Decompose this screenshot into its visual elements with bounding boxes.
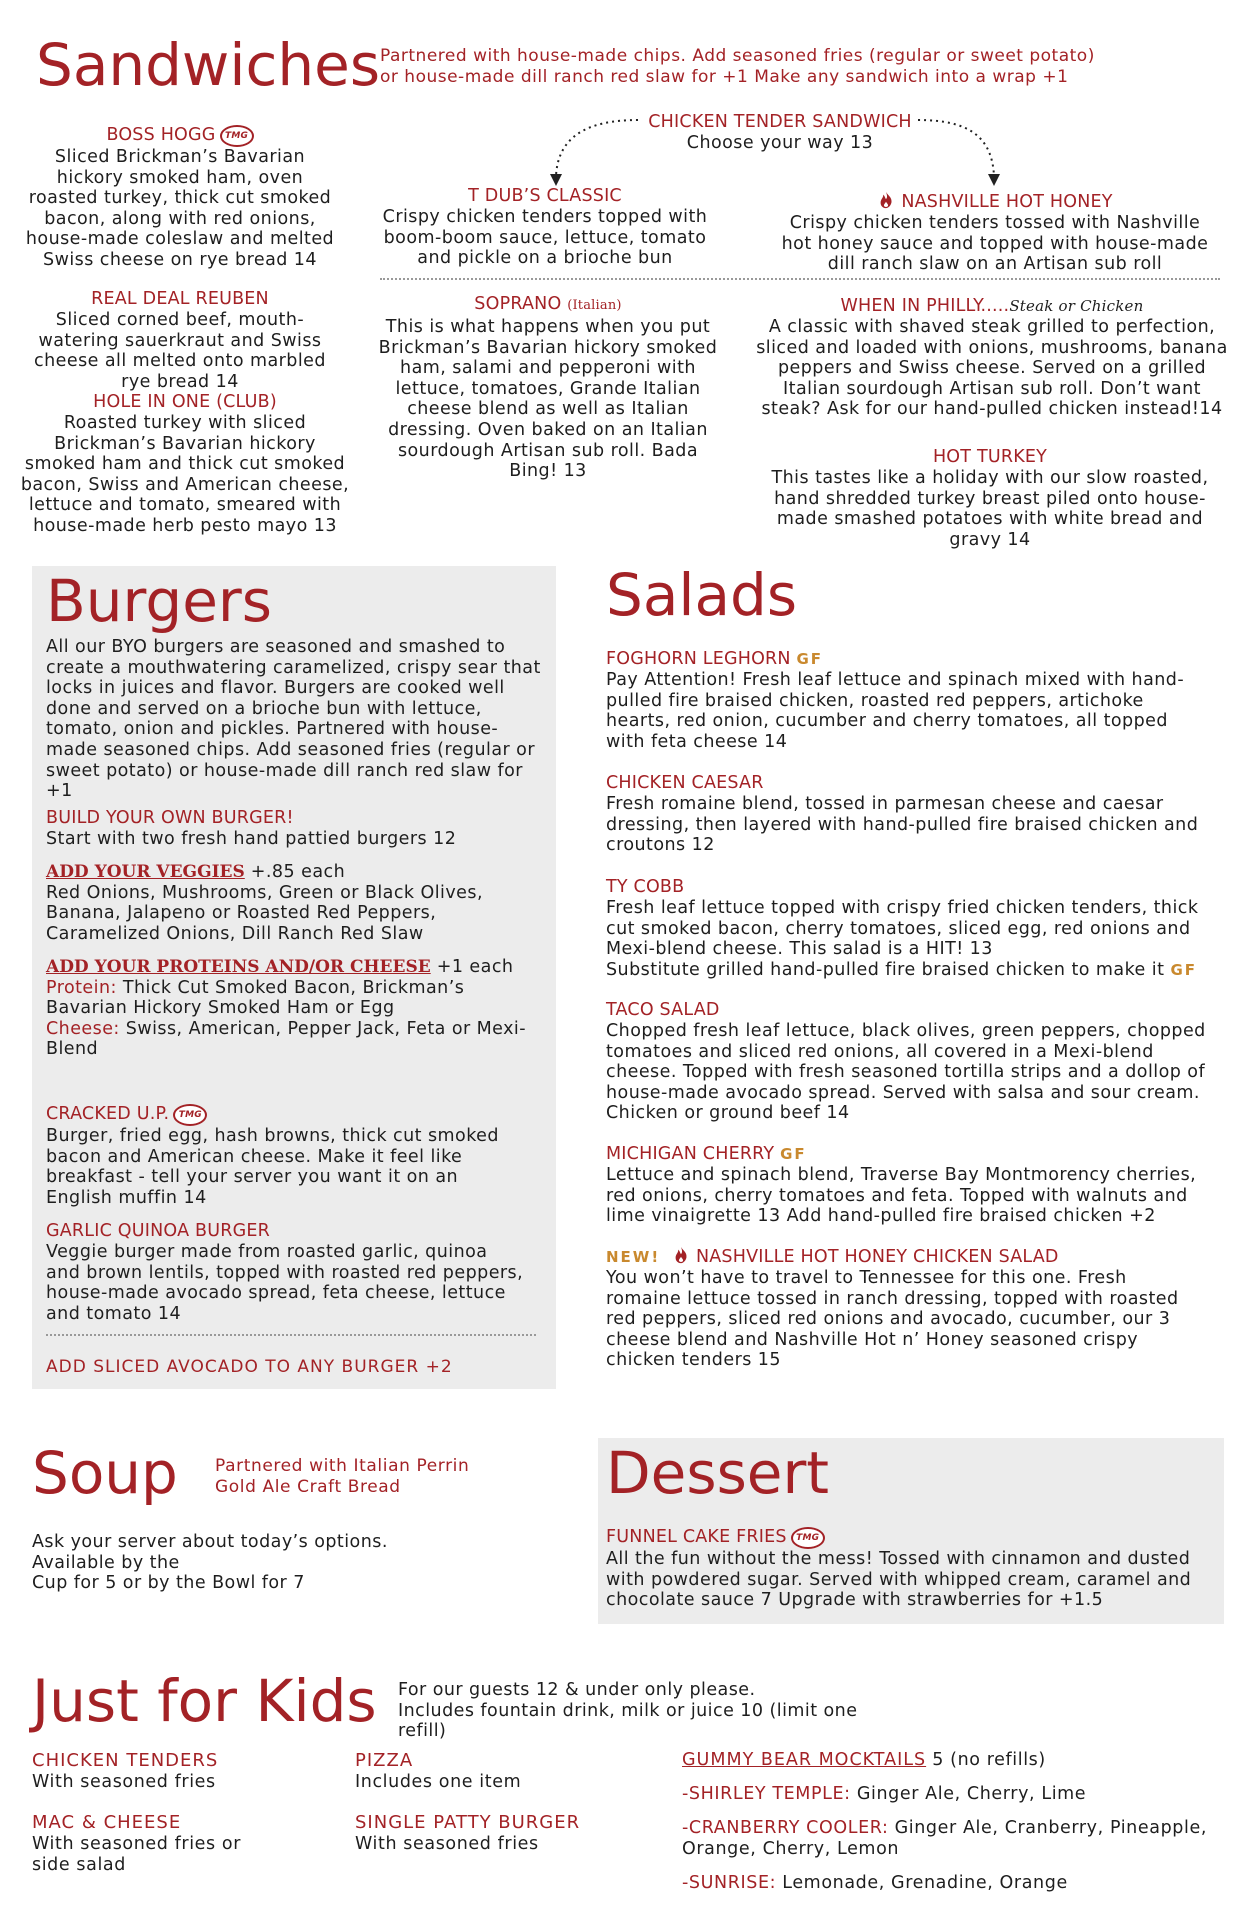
soup-line2: Available by the [32, 1552, 180, 1573]
item-subtitle: Choose your way 13 [686, 133, 874, 153]
divider [46, 1334, 536, 1336]
sandwiches-note-line2: or house-made dill ranch red slaw for +1 Make any sandwich into a wrap +1 [380, 67, 1069, 87]
menu-item-veggies [46, 862, 546, 944]
item-description: With seasoned fries [32, 1772, 216, 1792]
item-title: TY COBB [606, 877, 685, 897]
menu-item-hot-turkey [760, 446, 1220, 550]
protein-label: Protein: [46, 977, 117, 998]
item-description: Chopped fresh leaf lettuce, black olives, green peppers, chopped tomatoes and sliced red onions, all covered in a Mexi-blend cheese. Topped with fresh seasoned tortilla strips and a dollop of house-made avocado spread. Served with salsa and sour cream. Chicken or ground beef 14 [606, 1021, 1206, 1124]
menu-item-cherry [606, 1143, 1206, 1227]
gf-badge: GF [780, 1145, 807, 1163]
mocktail-sunrise [682, 1873, 1222, 1894]
item-title-text: NASHVILLE HOT HONEY CHICKEN SALAD [695, 1247, 1059, 1267]
item-title: SOPRANO [474, 294, 562, 314]
item-description: Start with two fresh hand pattied burgers 12 [46, 829, 457, 849]
item-title: CHICKEN CAESAR [606, 773, 764, 793]
item-note: Substitute grilled hand-pulled fire braised chicken to make it [606, 959, 1171, 980]
mocktail-name: -CRANBERRY COOLER: [682, 1818, 889, 1838]
kids-title: Just for Kids [32, 1667, 377, 1735]
soup-description [32, 1532, 432, 1594]
item-title-text: NASHVILLE HOT HONEY [901, 192, 1113, 212]
avocado-addon: ADD SLICED AVOCADO TO ANY BURGER +2 [46, 1357, 453, 1377]
item-description: Sliced corned beef, mouth-watering sauerkraut and Swiss cheese all melted onto marbled rye bread 14 [34, 310, 326, 392]
item-description: Red Onions, Mushrooms, Green or Black Olives, Banana, Jalapeno or Roasted Red Peppers, Caramelized Onions, Dill Ranch Red Slaw [46, 882, 483, 944]
mocktail-ingredients: Ginger Ale, Cherry, Lime [850, 1784, 1087, 1804]
item-title: TACO SALAD [606, 1000, 720, 1020]
soup-note-line2: Gold Ale Craft Bread [215, 1477, 401, 1497]
protein-description: Thick Cut Smoked Bacon, Brickman’s Bavarian Hickory Smoked Ham or Egg [46, 977, 465, 1019]
burgers-title: Burgers [46, 567, 272, 635]
item-title: REAL DEAL REUBEN [91, 289, 269, 309]
kids-item-patty [355, 1812, 615, 1855]
item-title: MAC & CHEESE [32, 1812, 182, 1833]
item-description: Crispy chicken tenders topped with boom-boom sauce, lettuce, tomato and pickle on a brioche bun [382, 207, 708, 269]
menu-item-proteins [46, 957, 546, 1060]
menu-item-tycobb [606, 876, 1206, 980]
item-description: A classic with shaved steak grilled to perfection, sliced and loaded with onions, mushrooms, banana peppers and Swiss cheese. Served on a grilled Italian sourdough Artisan sub roll. Don’t want steak? Ask for our hand-pulled chicken instead!14 [756, 317, 1228, 420]
item-description: This tastes like a holiday with our slow roasted, hand shredded turkey breast piled onto house-made smashed potatoes with white bread and gravy 14 [771, 468, 1209, 550]
item-title: PIZZA [355, 1750, 414, 1771]
menu-item-byo [46, 807, 546, 850]
cheese-label: Cheese: [46, 1018, 120, 1039]
menu-item-club [20, 391, 350, 537]
menu-item-caesar [606, 772, 1206, 856]
soup-note-line1: Partnered with Italian Perrin [215, 1456, 470, 1476]
menu-item-reuben [20, 288, 340, 392]
menu-item-funnel-cake [606, 1526, 1206, 1611]
mocktail-ingredients: Lemonade, Grenadine, Orange [776, 1873, 1068, 1893]
item-description: All the fun without the mess! Tossed with cinnamon and dusted with powdered sugar. Served with whipped cream, caramel and chocolate sauce 7 Upgrade with strawberries for +1.5 [606, 1549, 1192, 1611]
kids-item-tenders [32, 1750, 292, 1793]
item-description: Crispy chicken tenders tossed with Nashville hot honey sauce and topped with house-made dill ranch slaw on an Artisan sub roll [781, 213, 1209, 275]
item-description: This is what happens when you put Brickman’s Bavarian hickory smoked ham, salami and pepperoni with lettuce, tomatoes, Grande Italian cheese blend as well as Italian dressing. Oven baked on an Italian sourdough Artisan sub roll. Bada Bing! 13 [378, 317, 718, 482]
item-title: BUILD YOUR OWN BURGER! [46, 808, 294, 828]
soup-line3: Cup for 5 or by the Bowl for 7 [32, 1573, 305, 1594]
item-title: BOSS HOGG [106, 125, 216, 145]
mocktail-ingredients: Ginger Ale, Cranberry, Pineapple, Orange, Cherry, Lemon [682, 1818, 1207, 1859]
item-price: +1 each [430, 957, 514, 977]
item-title: GARLIC QUINOA BURGER [46, 1221, 270, 1241]
kids-note-line1: For our guests 12 & under only please. [398, 1680, 756, 1700]
mocktail-name: -SHIRLEY TEMPLE: [682, 1784, 851, 1804]
menu-item-tdubs [380, 185, 710, 269]
menu-item-boss-hogg [20, 124, 340, 271]
kids-item-pizza [355, 1750, 615, 1793]
sandwiches-note-line1: Partnered with house-made chips. Add seasoned fries (regular or sweet potato) [380, 46, 1095, 66]
flame-icon [672, 1246, 690, 1264]
tmg-badge-icon: TMG [173, 1104, 207, 1126]
soup-note [215, 1456, 469, 1498]
menu-item-nashville-salad [606, 1246, 1206, 1371]
item-title: HOLE IN ONE (CLUB) [93, 392, 277, 412]
item-description: Burger, fried egg, hash browns, thick cut smoked bacon and American cheese. Make it feel like breakfast - tell your server you want it on an English muffin 14 [46, 1126, 499, 1208]
menu-item-quinoa [46, 1220, 526, 1324]
item-description: Veggie burger made from roasted garlic, quinoa and brown lentils, topped with roasted red peppers, house-made avocado spread, feta cheese, lettuce and tomato 14 [46, 1242, 524, 1324]
item-description: With seasoned fries or side salad [32, 1834, 242, 1875]
item-title: HOT TURKEY [932, 447, 1048, 467]
gf-badge: GF [796, 650, 824, 668]
menu-item-taco [606, 999, 1206, 1124]
item-title: MICHIGAN CHERRY [606, 1144, 775, 1164]
tmg-badge-icon: TMG [220, 125, 254, 147]
dessert-title: Dessert [606, 1439, 830, 1507]
item-tag: (Italian) [567, 298, 622, 313]
item-price: +.85 each [244, 862, 346, 882]
sandwiches-note [380, 46, 1095, 88]
item-tag: Steak or Chicken [1009, 297, 1144, 315]
item-description: Roasted turkey with sliced Brickman’s Bavarian hickory smoked ham and thick cut smoked bacon, Swiss and American cheese, lettuce and tomato, smeared with house-made herb pesto mayo 13 [20, 413, 350, 536]
mocktail-cranberry [682, 1818, 1222, 1860]
item-title: SINGLE PATTY BURGER [355, 1812, 581, 1833]
item-title: CHICKEN TENDERS [32, 1750, 219, 1771]
kids-note [398, 1680, 898, 1742]
item-description: Fresh romaine blend, tossed in parmesan cheese and caesar dressing, then layered with hand-pulled fire braised chicken and croutons 12 [606, 794, 1199, 856]
kids-note-line2: Includes fountain drink, milk or juice 10 (limit one refill) [398, 1700, 858, 1742]
divider [380, 278, 1220, 280]
kids-item-mac [32, 1812, 252, 1876]
item-description: Lettuce and spinach blend, Traverse Bay Montmorency cherries, red onions, cherry tomatoes and feta. Topped with walnuts and lime vinaigrette 13 Add hand-pulled fire braised chicken +2 [606, 1165, 1197, 1227]
menu-item-soprano [378, 293, 718, 482]
menu-item-philly [752, 295, 1232, 420]
menu-item-nashville [775, 191, 1215, 275]
item-description: Fresh leaf lettuce topped with crispy fried chicken tenders, thick cut smoked bacon, cherry tomatoes, sliced egg, red onions and Mexi-blend cheese. This salad is a HIT! 13 [606, 898, 1199, 960]
burgers-intro: All our BYO burgers are seasoned and smashed to create a mouthwatering caramelized, crispy sear that locks in juices and flavor. Burgers are cooked well done and served on a brioche bun with lettuce, tomato, onion and pickles. Partnered with house-made seasoned chips. Add seasoned fries (regular or sweet potato) or house-made dill ranch red slaw for +1 [46, 637, 541, 802]
mocktails-price: 5 (no refills) [926, 1750, 1046, 1770]
menu-item-cracked [46, 1103, 506, 1208]
mocktail-name: -SUNRISE: [682, 1873, 777, 1893]
mocktails-title: GUMMY BEAR MOCKTAILS [682, 1750, 927, 1770]
gf-badge: GF [1170, 960, 1197, 979]
salads-title: Salads [606, 561, 798, 629]
soup-title: Soup [32, 1439, 178, 1507]
mocktail-shirley [682, 1784, 1222, 1805]
item-title: ADD YOUR VEGGIES [46, 862, 245, 882]
item-description: Sliced Brickman’s Bavarian hickory smoked ham, oven roasted turkey, thick cut smoked bacon, along with red onions, house-made coleslaw and melted Swiss cheese on rye bread 14 [25, 147, 335, 270]
kids-mocktails [682, 1750, 1222, 1894]
item-title: WHEN IN PHILLY..... [840, 296, 1010, 316]
tmg-badge-icon: TMG [791, 1527, 825, 1549]
item-title: CHICKEN TENDER SANDWICH [648, 112, 912, 132]
menu-item-chicken-tender [630, 111, 930, 154]
item-title: T DUB’S CLASSIC [468, 186, 622, 206]
item-title: FUNNEL CAKE FRIES [606, 1527, 787, 1547]
item-description: Pay Attention! Fresh leaf lettuce and spinach mixed with hand-pulled fire braised chicken, roasted red peppers, artichoke hearts, red onion, cucumber and cherry tomatoes, all topped with feta cheese 14 [606, 670, 1185, 752]
item-title: ADD YOUR PROTEINS AND/OR CHEESE [46, 957, 431, 977]
flame-icon [877, 191, 895, 209]
new-badge: NEW! [606, 1248, 661, 1266]
sandwiches-title: Sandwiches [36, 31, 381, 99]
item-title: FOGHORN LEGHORN [606, 649, 791, 669]
item-description: You won’t have to travel to Tennessee for this one. Fresh romaine lettuce tossed in ranch dressing, topped with roasted red peppers, sliced red onions and avocado, cucumber, our 3 cheese blend and Nashville Hot n’ Honey seasoned crispy chicken tenders 15 [606, 1268, 1179, 1371]
item-description: With seasoned fries [355, 1834, 539, 1854]
cheese-description: Swiss, American, Pepper Jack, Feta or Mexi-Blend [46, 1018, 526, 1060]
item-title: CRACKED U.P. [46, 1104, 170, 1124]
soup-line1: Ask your server about today’s options. [32, 1532, 388, 1552]
menu-item-foghorn [606, 648, 1206, 752]
item-description: Includes one item [355, 1772, 522, 1792]
